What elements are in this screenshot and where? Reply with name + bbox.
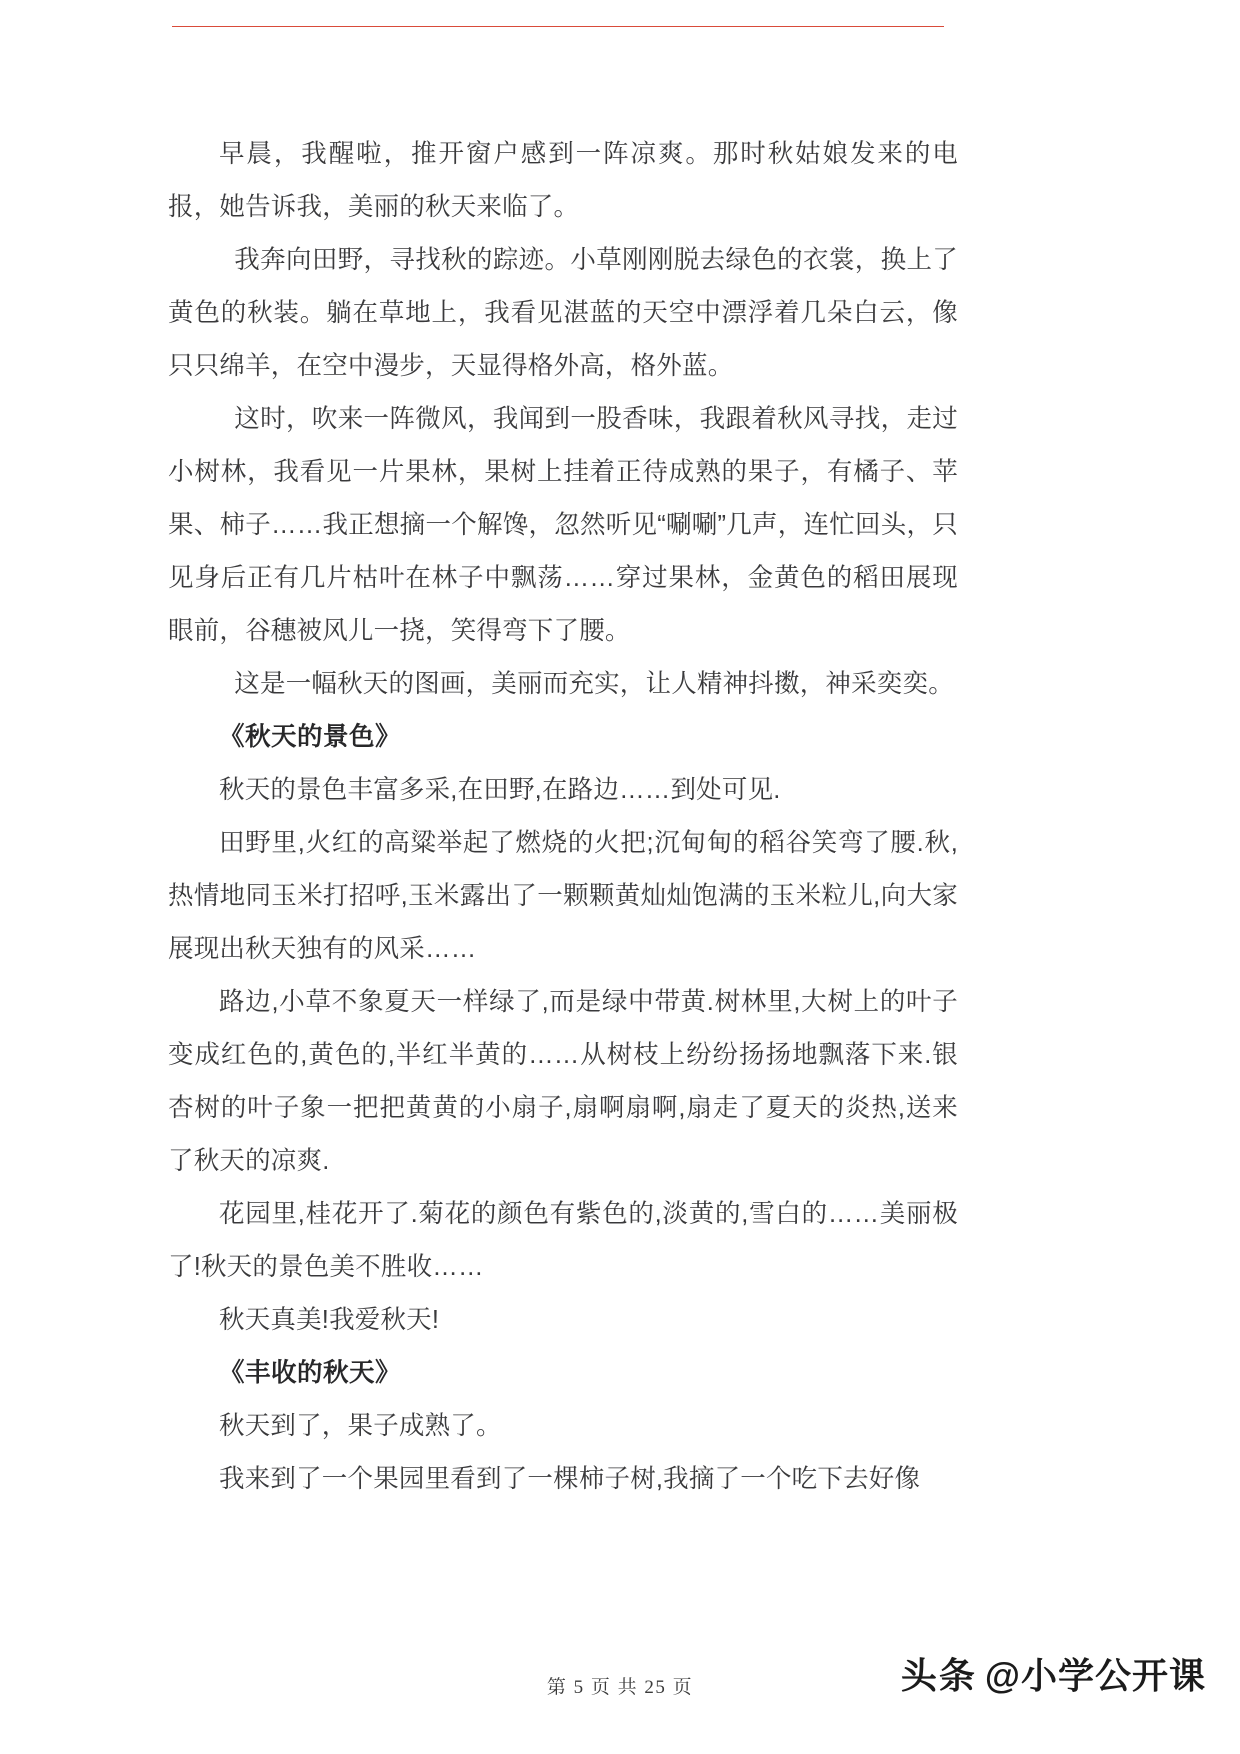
paragraph: 花园里,桂花开了.菊花的颜色有紫色的,淡黄的,雪白的……美丽极了!秋天的景色美不胜收…… — [168, 1200, 958, 1281]
paragraph: 秋天到了，果子成熟了。 — [219, 1412, 502, 1440]
paragraph: 早晨，我醒啦，推开窗户感到一阵凉爽。那时秋姑娘发来的电报，她告诉我，美丽的秋天来临了。 — [168, 140, 958, 221]
paragraph: 路边,小草不象夏天一样绿了,而是绿中带黄.树林里,大树上的叶子变成红色的,黄色的,半红半黄的……从树枝上纷纷扬扬地飘落下来.银杏树的叶子象一把把黄黄的小扇子,扇啊扇啊,扇走了夏天的炎热,送来了秋天的凉爽. — [168, 988, 958, 1175]
section-title-autumn-scenery: 《秋天的景色》 — [219, 723, 402, 751]
paragraph: 这是一幅秋天的图画，美丽而充实，让人精神抖擞，神采奕奕。 — [234, 670, 954, 698]
paragraph: 秋天真美!我爱秋天! — [219, 1306, 440, 1334]
document-body — [168, 128, 958, 1506]
paragraph: 秋天的景色丰富多采,在田野,在路边……到处可见. — [219, 776, 781, 804]
paragraph: 我奔向田野，寻找秋的踪迹。小草刚刚脱去绿色的衣裳，换上了黄色的秋装。躺在草地上，我看见湛蓝的天空中漂浮着几朵白云，像只只绵羊，在空中漫步，天显得格外高，格外蓝。 — [168, 246, 958, 380]
section-title-harvest-autumn: 《丰收的秋天》 — [219, 1359, 402, 1387]
watermark — [901, 1648, 1206, 1699]
header-divider-rule — [172, 26, 944, 27]
paragraph: 这时，吹来一阵微风，我闻到一股香味，我跟着秋风寻找，走过小树林，我看见一片果林，果树上挂着正待成熟的果子，有橘子、苹果、柿子……我正想摘一个解馋，忽然听见“唰唰”几声，连忙回头，只见身后正有几片枯叶在林子中飘荡……穿过果林，金黄色的稻田展现眼前，谷穗被风儿一挠，笑得弯下了腰。 — [168, 405, 958, 645]
paragraph: 田野里,火红的高粱举起了燃烧的火把;沉甸甸的稻谷笑弯了腰.秋,热情地同玉米打招呼,玉米露出了一颗颗黄灿灿饱满的玉米粒儿,向大家展现出秋天独有的风采…… — [168, 829, 958, 963]
paragraph: 我来到了一个果园里看到了一棵柿子树,我摘了一个吃下去好像 — [219, 1465, 921, 1493]
page-number: 第 5 页 共 25 页 — [546, 1677, 694, 1698]
watermark-logo: 头条 — [900, 1655, 977, 1696]
watermark-handle: @小学公开课 — [984, 1655, 1206, 1696]
